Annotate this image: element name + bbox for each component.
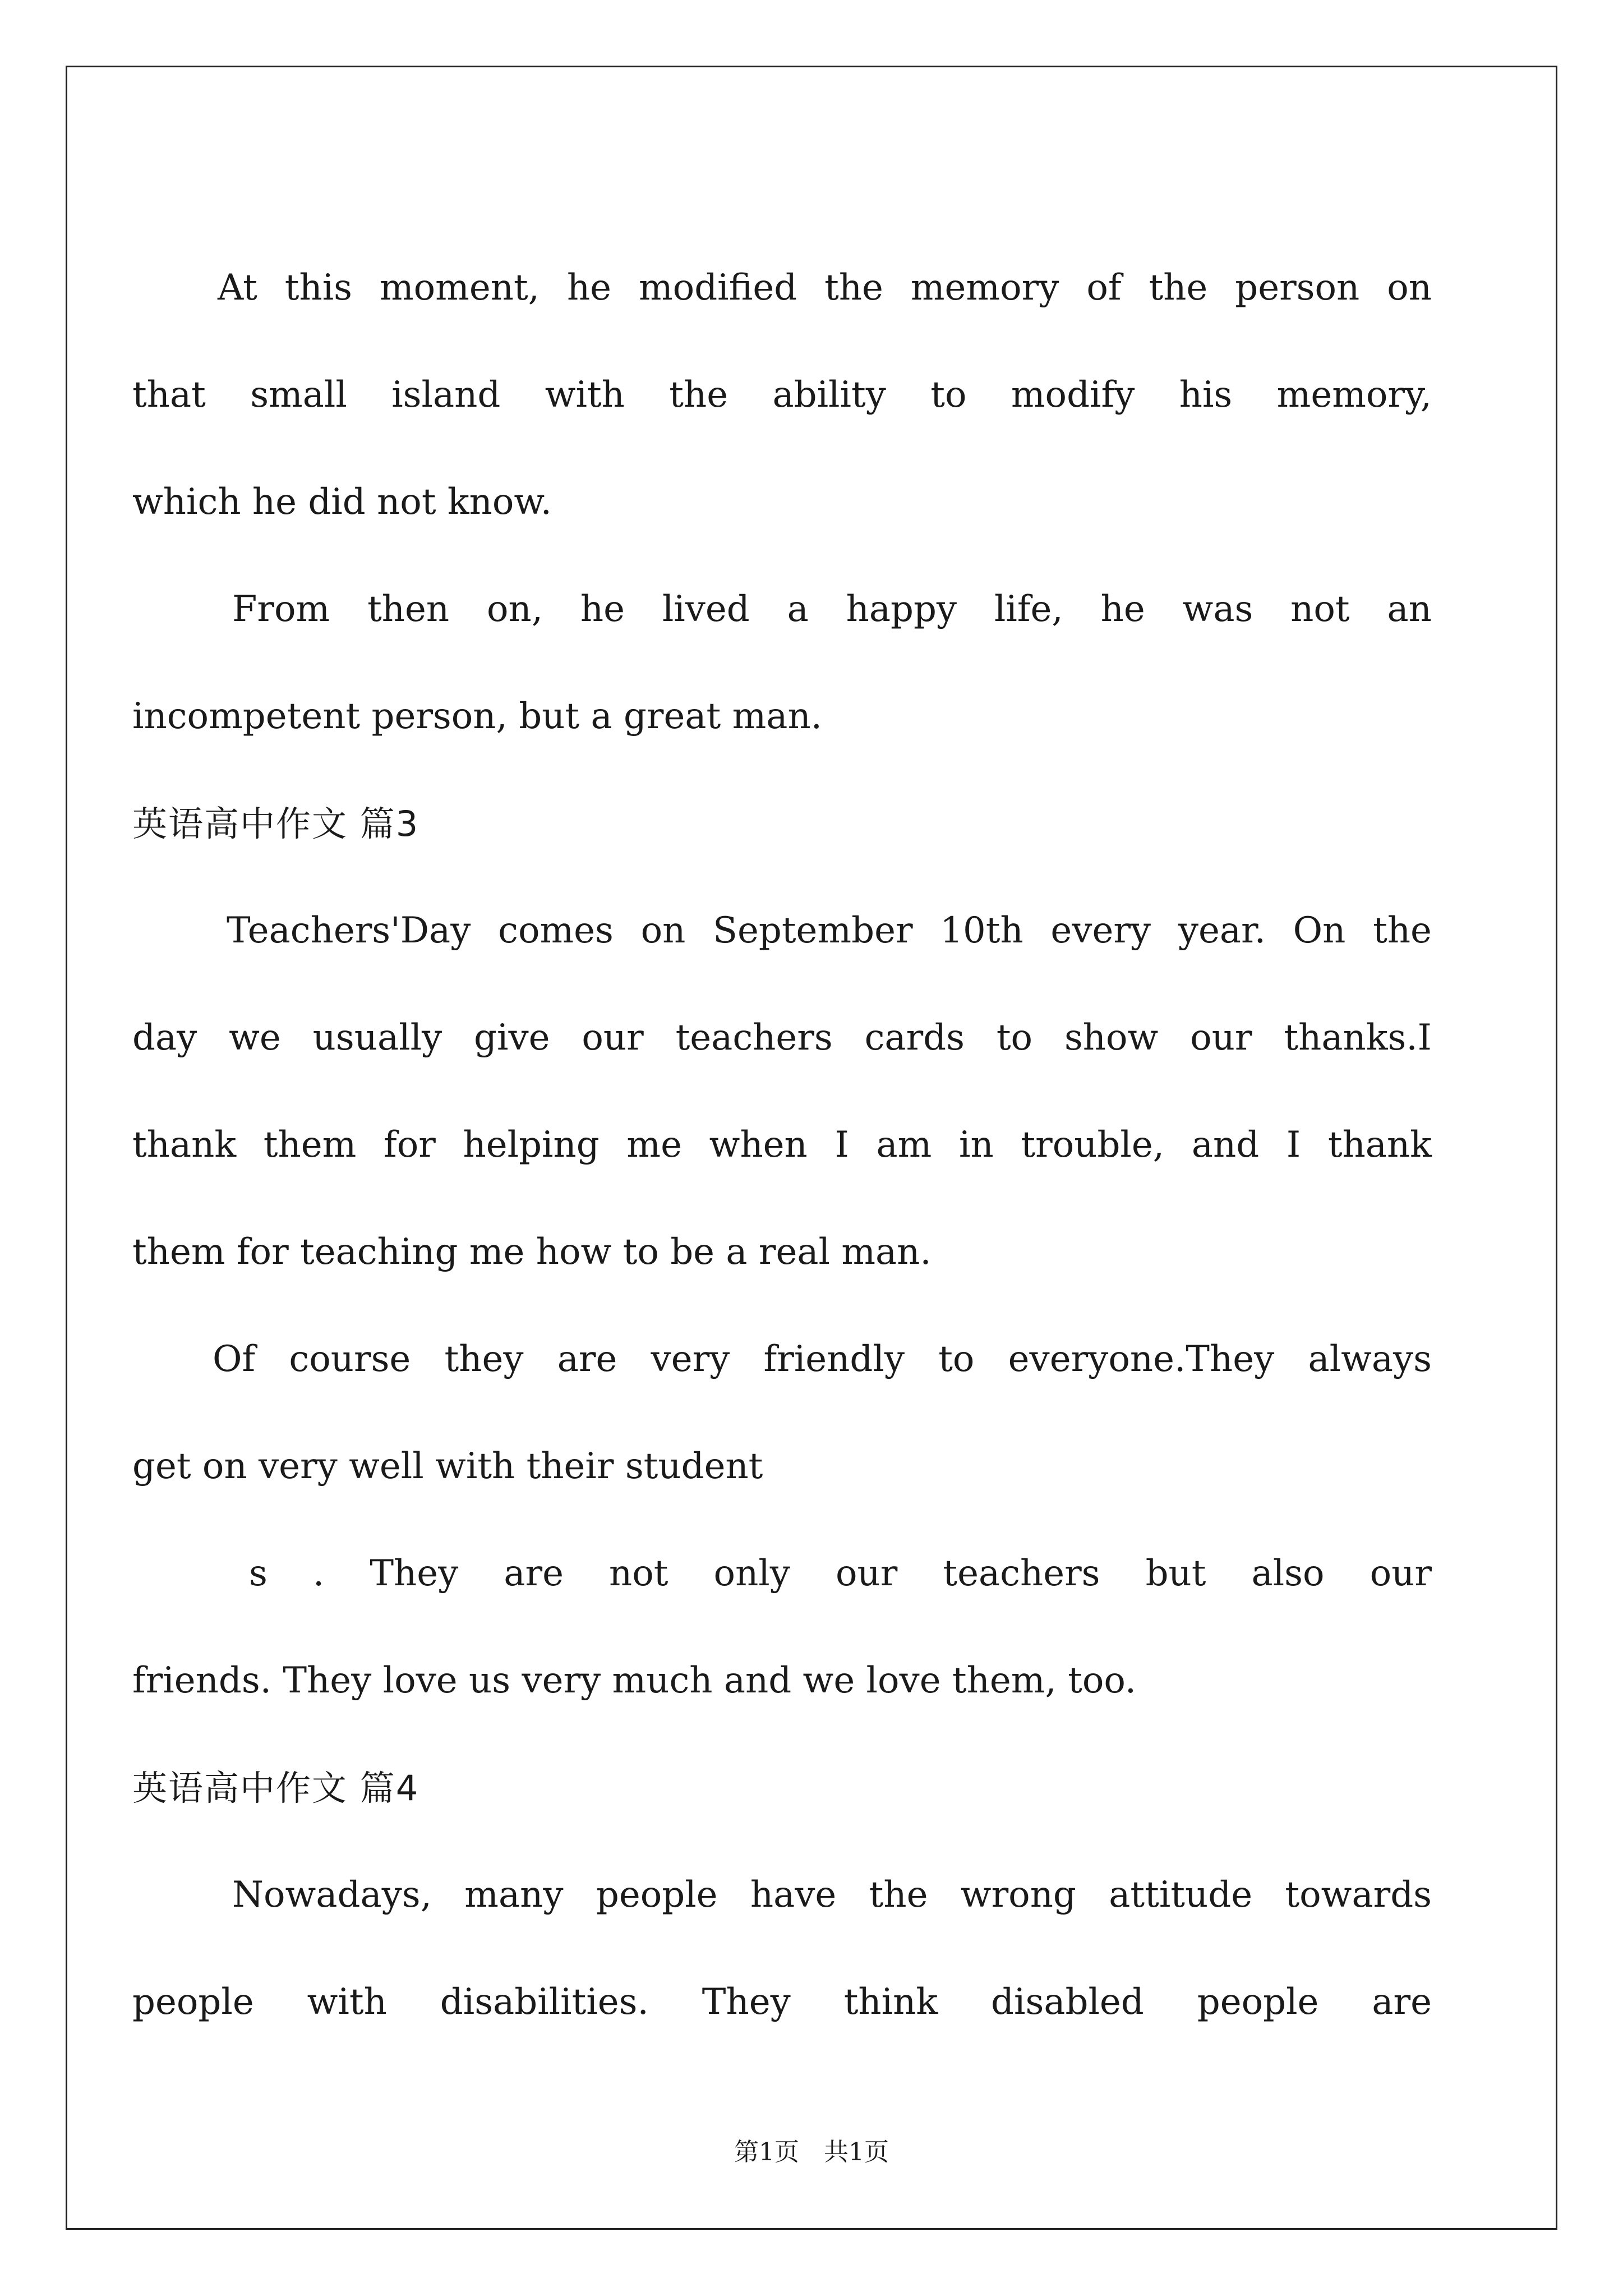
- word: people: [132, 1981, 254, 2023]
- word: course: [289, 1338, 411, 1380]
- text-line: [132, 962, 1432, 1069]
- word: thank: [1327, 1124, 1432, 1166]
- word: people: [596, 1874, 718, 1916]
- word: usually: [312, 1017, 442, 1059]
- word: also: [1251, 1553, 1325, 1594]
- word: of: [1086, 267, 1122, 309]
- word: them: [263, 1124, 357, 1166]
- word: our: [835, 1553, 898, 1594]
- word: the: [824, 267, 883, 309]
- word: have: [750, 1874, 837, 1916]
- word: modify: [1011, 374, 1135, 416]
- word: everyone.They: [1008, 1338, 1275, 1380]
- word: show: [1064, 1017, 1159, 1059]
- word: our: [582, 1017, 644, 1059]
- word: trouble,: [1021, 1124, 1165, 1166]
- word: think: [843, 1981, 938, 2023]
- word: disabilities.: [440, 1981, 649, 2023]
- text-line: which he did not know.: [132, 481, 552, 523]
- word: lived: [662, 588, 750, 630]
- text-line: [132, 1069, 1432, 1176]
- word: that: [132, 374, 206, 416]
- word: thank: [132, 1124, 237, 1166]
- word: always: [1308, 1338, 1432, 1380]
- word: day: [132, 1017, 197, 1059]
- text-line: [132, 212, 1432, 319]
- word: September: [713, 910, 913, 951]
- page-number-footer: 第1页 共1页: [734, 2138, 889, 2166]
- word: towards: [1285, 1874, 1432, 1916]
- word: an: [1387, 588, 1432, 630]
- word: thanks.I: [1284, 1017, 1432, 1059]
- text-line: [132, 319, 1432, 426]
- word: s: [249, 1553, 268, 1594]
- word: .: [312, 1553, 325, 1594]
- word: Of: [213, 1338, 256, 1380]
- word: with: [545, 374, 625, 416]
- word: very: [651, 1338, 730, 1380]
- word: I: [834, 1124, 849, 1166]
- word: life,: [994, 588, 1063, 630]
- text-line: [132, 855, 1432, 962]
- text-line: [132, 1283, 1432, 1391]
- word: I: [1286, 1124, 1301, 1166]
- word: happy: [846, 588, 957, 630]
- word: teachers: [675, 1017, 833, 1059]
- word: to: [930, 374, 967, 416]
- word: in: [959, 1124, 994, 1166]
- word: memory: [910, 267, 1059, 309]
- word: not: [1290, 588, 1350, 630]
- word: every: [1050, 910, 1151, 951]
- word: modified: [638, 267, 797, 309]
- word: the: [869, 1874, 928, 1916]
- word: small: [250, 374, 347, 416]
- word: person: [1235, 267, 1360, 309]
- word: many: [464, 1874, 564, 1916]
- word: From: [232, 588, 330, 630]
- word: They: [702, 1981, 791, 2023]
- word: on,: [486, 588, 543, 630]
- word: but: [1145, 1553, 1206, 1594]
- text-line: incompetent person, but a great man.: [132, 696, 822, 737]
- word: to: [996, 1017, 1033, 1059]
- word: am: [876, 1124, 932, 1166]
- word: the: [1149, 267, 1208, 309]
- word: friendly: [763, 1338, 905, 1380]
- document-body: [132, 212, 1432, 2033]
- word: they: [444, 1338, 524, 1380]
- text-line: them for teaching me how to be a real man.: [132, 1231, 932, 1273]
- word: comes: [498, 910, 614, 951]
- word: this: [284, 267, 352, 309]
- text-line: get on very well with their student: [132, 1446, 763, 1487]
- word: our: [1190, 1017, 1252, 1059]
- word: They: [370, 1553, 459, 1594]
- word: are: [557, 1338, 617, 1380]
- word: he: [566, 267, 612, 309]
- text-line: [132, 1819, 1432, 1926]
- word: then: [367, 588, 450, 630]
- word: with: [307, 1981, 387, 2023]
- text-line: friends. They love us very much and we love them, too.: [132, 1660, 1137, 1701]
- word: me: [626, 1124, 682, 1166]
- section-heading: 英语高中作文 篇3: [132, 803, 419, 844]
- word: his: [1179, 374, 1233, 416]
- word: for: [384, 1124, 436, 1166]
- word: the: [1373, 910, 1432, 951]
- word: Teachers'Day: [227, 910, 471, 951]
- word: a: [787, 588, 809, 630]
- word: disabled: [991, 1981, 1144, 2023]
- word: Nowadays,: [232, 1874, 432, 1916]
- word: helping: [463, 1124, 600, 1166]
- word: year.: [1178, 910, 1266, 951]
- word: are: [504, 1553, 564, 1594]
- word: and: [1191, 1124, 1260, 1166]
- word: At: [218, 267, 257, 309]
- word: was: [1182, 588, 1253, 630]
- word: wrong: [960, 1874, 1076, 1916]
- word: he: [580, 588, 625, 630]
- word: he: [1100, 588, 1145, 630]
- word: people: [1197, 1981, 1319, 2023]
- word: ability: [772, 374, 886, 416]
- word: are: [1372, 1981, 1432, 2023]
- word: to: [938, 1338, 975, 1380]
- word: cards: [864, 1017, 965, 1059]
- word: our: [1370, 1553, 1432, 1594]
- word: give: [474, 1017, 550, 1059]
- text-line: [132, 533, 1432, 641]
- word: moment,: [379, 267, 540, 309]
- word: when: [709, 1124, 808, 1166]
- word: memory,: [1276, 374, 1432, 416]
- section-heading: 英语高中作文 篇4: [132, 1768, 419, 1809]
- text-line: [132, 1498, 1432, 1605]
- word: not: [609, 1553, 668, 1594]
- word: attitude: [1109, 1874, 1253, 1916]
- word: on: [1387, 267, 1432, 309]
- word: teachers: [943, 1553, 1100, 1594]
- word: island: [391, 374, 501, 416]
- word: on: [640, 910, 686, 951]
- text-line: [132, 1926, 1432, 2033]
- word: we: [229, 1017, 281, 1059]
- word: 10th: [940, 910, 1023, 951]
- word: the: [669, 374, 728, 416]
- word: On: [1293, 910, 1346, 951]
- word: only: [713, 1553, 790, 1594]
